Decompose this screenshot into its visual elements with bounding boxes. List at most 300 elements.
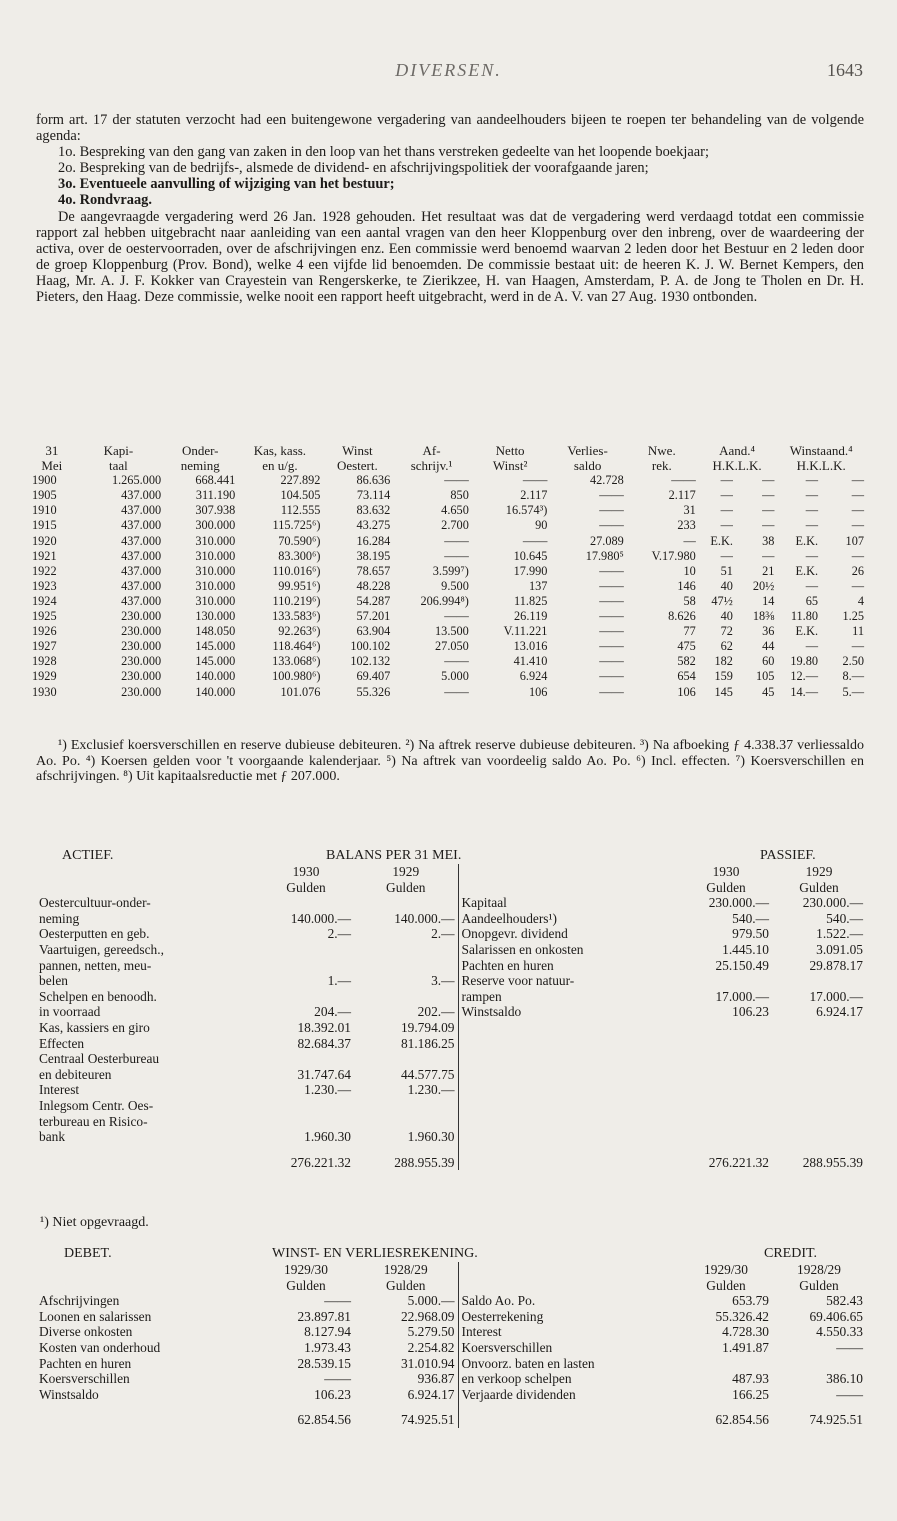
stats-cell: 307.938 (195, 503, 236, 518)
stats-cell: 48.228 (356, 578, 391, 593)
stats-cell: 31 (683, 503, 696, 518)
balans-row (36, 1004, 866, 1020)
stats-cell: 40 (720, 578, 733, 593)
right-value-prior: 582.43 (826, 1293, 863, 1309)
total-spacer (36, 1145, 258, 1171)
balans-totals-row (36, 1145, 866, 1171)
stats-cell: 227.892 (280, 473, 321, 488)
left-item-label: Interest (39, 1082, 80, 1098)
left-value-prior: 3.— (431, 973, 455, 989)
stats-cell: 137 (528, 578, 548, 593)
stats-year-cell: 1923 (32, 578, 57, 593)
stats-cell: 106 (528, 684, 548, 699)
stats-column-header: neming (180, 458, 220, 474)
right-value-current: 1.491.87 (722, 1339, 769, 1355)
stats-cell: — (851, 548, 864, 563)
right-value-current (680, 1114, 772, 1130)
right-value-prior (772, 1020, 866, 1036)
stats-column-header: schrijv.¹ (410, 458, 453, 474)
stats-cell: 230.000 (121, 609, 162, 624)
left-value-current: 18.392.01 (297, 1019, 351, 1035)
right-item-label: Aandeelhouders¹) (458, 911, 680, 927)
right-value-current: 55.326.42 (715, 1308, 769, 1324)
year-label: 1930 (292, 864, 320, 879)
left-value-prior (354, 895, 458, 911)
stats-cell: — (805, 473, 819, 488)
balans-row (36, 942, 866, 958)
stats-cell: 140.000 (195, 684, 236, 699)
balans-row (36, 926, 866, 942)
stats-cell: 83.300⁶) (278, 548, 321, 563)
right-value-prior: 4.550.33 (816, 1324, 863, 1340)
right-item-label: rampen (458, 989, 680, 1005)
right-value-current (680, 1067, 772, 1083)
unit-label: Gulden (286, 1277, 326, 1293)
stats-cell: E.K. (710, 533, 733, 548)
stats-column-header: Onder- (181, 443, 219, 458)
stats-cell: —— (599, 654, 624, 669)
unit-label: Gulden (706, 879, 746, 895)
stats-cell: 51 (720, 563, 733, 578)
stats-cell: 102.132 (350, 654, 391, 669)
agenda-item: 4o. Rondvraag. (58, 192, 152, 209)
left-item-label: Effecten (39, 1035, 85, 1051)
stats-cell: 654 (677, 669, 696, 684)
left-value-prior (354, 1114, 458, 1130)
stats-cell: 11.825 (514, 593, 548, 608)
stats-row (30, 564, 866, 579)
balans-row (36, 1051, 866, 1067)
left-item-label: Koersverschillen (39, 1371, 130, 1387)
stats-cell: 668.441 (195, 473, 236, 488)
stats-cell: 182 (714, 654, 733, 669)
stats-cell: 105 (755, 669, 775, 684)
stats-cell: 148.050 (195, 624, 236, 639)
stats-cell: 140.000 (195, 669, 236, 684)
stats-cell: 77 (683, 624, 696, 639)
stats-cell: 65 (805, 593, 819, 608)
stats-cell: 233 (677, 518, 696, 533)
left-value-prior: 202.— (417, 1004, 455, 1020)
stats-cell: —— (599, 488, 624, 503)
right-item-label: Onopgevr. dividend (458, 926, 680, 942)
stats-cell: 437.000 (121, 503, 162, 518)
stats-cell: 100.980⁶) (272, 669, 321, 684)
left-value-prior: 31.010.94 (400, 1355, 455, 1371)
stats-column-header: rek. (651, 458, 672, 474)
stats-cell: 9.500 (441, 578, 469, 593)
left-value-current: 1.973.43 (304, 1339, 351, 1355)
stats-cell: 230.000 (121, 624, 162, 639)
stats-cell: — (851, 639, 864, 654)
total-value: 62.854.56 (715, 1412, 769, 1428)
agenda-item: 3o. Eventueele aanvulling of wijziging van het bestuur; (58, 176, 395, 193)
stats-year-cell: 1922 (32, 563, 57, 578)
stats-cell: —— (444, 684, 469, 699)
stats-cell: 40 (720, 609, 733, 624)
left-value-prior: 2.— (431, 926, 455, 942)
stats-cell: —— (599, 518, 624, 533)
stats-cell: —— (599, 503, 624, 518)
balans-row (36, 895, 866, 911)
left-item-label: bank (39, 1129, 66, 1145)
stats-cell: 230.000 (121, 654, 162, 669)
stats-cell: — (762, 473, 775, 488)
stats-cell: 206.994⁸) (420, 593, 469, 608)
stats-cell: 437.000 (121, 533, 162, 548)
stats-row (30, 549, 866, 564)
stats-cell: 1.25 (842, 609, 864, 624)
left-item-label: Vaartuigen, gereedsch., (39, 941, 164, 957)
total-spacer (36, 1402, 258, 1428)
wv-title: WINST- EN VERLIESREKENING. (272, 1246, 478, 1261)
stats-cell: 14.— (790, 684, 819, 699)
wv-row (36, 1340, 866, 1356)
stats-cell: 17.990 (513, 563, 548, 578)
balans-row (36, 1067, 866, 1083)
stats-cell: 300.000 (195, 518, 236, 533)
stats-year-cell: 1915 (32, 518, 57, 533)
left-value-current (258, 1051, 354, 1067)
right-value-current (680, 1082, 772, 1098)
stats-cell: 133.068⁶) (272, 654, 321, 669)
stats-cell: 99.951⁶) (278, 578, 321, 593)
right-item-label: Kapitaal (458, 895, 680, 911)
page-number: 1643 (827, 60, 863, 80)
stats-cell: — (851, 473, 864, 488)
stats-cell: —— (522, 533, 548, 548)
stats-cell: —— (599, 639, 624, 654)
stats-row (30, 594, 866, 609)
stats-cell: —— (599, 609, 624, 624)
stats-cell: 57.201 (356, 609, 391, 624)
left-item-label: en debiteuren (39, 1066, 112, 1082)
stats-year-cell: 1927 (32, 639, 57, 654)
right-value-prior (772, 1067, 866, 1083)
stats-cell: 36 (762, 624, 775, 639)
right-value-prior: 69.406.65 (809, 1308, 863, 1324)
stats-cell: 310.000 (195, 578, 236, 593)
left-value-prior: 5.279.50 (407, 1324, 455, 1340)
stats-cell: 8.626 (668, 609, 696, 624)
balans-row (36, 1129, 866, 1145)
stats-cell: —— (599, 593, 624, 608)
stats-cell: — (851, 578, 864, 593)
right-item-label (458, 1098, 680, 1114)
left-item-label: Kas, kassiers en giro (39, 1019, 150, 1035)
wv-row (36, 1293, 866, 1309)
stats-row (30, 534, 866, 549)
stats-cell: 2.117 (668, 488, 696, 503)
left-value-prior: 44.577.75 (400, 1066, 455, 1082)
unit-label: Gulden (799, 1277, 839, 1293)
stats-column-header: en u/g. (262, 458, 298, 474)
left-item-label: terbureau en Risico- (39, 1113, 148, 1129)
stats-cell: 8.— (842, 669, 864, 684)
stats-cell: — (762, 503, 775, 518)
balans-row (36, 1098, 866, 1114)
right-value-current: 4.728.30 (722, 1324, 769, 1340)
stats-cell: — (805, 578, 819, 593)
right-item-label: Salarissen en onkosten (458, 942, 680, 958)
right-item-label: en verkoop schelpen (458, 1371, 680, 1387)
unit-label: Gulden (799, 879, 839, 895)
stats-cell: 230.000 (121, 669, 162, 684)
year-label: 1928/29 (797, 1262, 841, 1277)
right-item-label (458, 1082, 680, 1098)
stats-cell: 230.000 (121, 684, 162, 699)
stats-cell: 4 (857, 593, 864, 608)
left-value-current: 28.539.15 (297, 1355, 351, 1371)
wv-row (36, 1356, 866, 1372)
left-value-prior: 936.87 (417, 1371, 455, 1387)
stats-cell: — (805, 503, 819, 518)
stats-cell: 21 (762, 563, 775, 578)
stats-cell: —— (444, 654, 469, 669)
balans-row (36, 973, 866, 989)
right-value-current (680, 973, 772, 989)
stats-cell: —— (444, 548, 469, 563)
stats-year-cell: 1910 (32, 503, 57, 518)
stats-cell: 90 (535, 518, 548, 533)
left-value-current: 82.684.37 (297, 1035, 351, 1051)
stats-cell: 92.263⁶) (278, 624, 321, 639)
stats-cell: —— (444, 533, 469, 548)
balans-row (36, 911, 866, 927)
left-value-current: 106.23 (314, 1386, 351, 1402)
right-value-prior: 17.000.— (809, 988, 863, 1004)
left-item-label: neming (39, 910, 80, 926)
stats-cell: — (720, 503, 733, 518)
stats-cell: 27.089 (589, 533, 624, 548)
year-label: 1929/30 (704, 1262, 748, 1277)
wv-row (36, 1309, 866, 1325)
right-item-label (458, 1020, 680, 1036)
left-item-label: in voorraad (39, 1004, 101, 1020)
wv-row (36, 1387, 866, 1403)
intro-text (36, 112, 864, 305)
left-value-prior (354, 1051, 458, 1067)
stats-cell: 63.904 (356, 624, 391, 639)
right-value-current (680, 1036, 772, 1052)
stats-cell: 310.000 (195, 593, 236, 608)
stats-cell: 110.219⁶) (272, 593, 321, 608)
right-value-prior: —— (836, 1339, 863, 1355)
stats-column-header: Kas, kass. (253, 443, 307, 458)
stats-cell: 2.50 (842, 654, 864, 669)
total-value: 276.221.32 (290, 1154, 351, 1170)
stats-column-header: Af- (422, 443, 441, 458)
stats-year-cell: 1928 (32, 654, 57, 669)
left-value-current: 1.230.— (304, 1082, 351, 1098)
balans-row (36, 1036, 866, 1052)
stats-column-header: Winst (342, 443, 373, 458)
stats-row (30, 579, 866, 594)
right-value-current (680, 1356, 772, 1372)
unit-label: Gulden (386, 879, 426, 895)
stats-cell: 145.000 (195, 654, 236, 669)
balans-row (36, 1114, 866, 1130)
stats-row (30, 488, 866, 503)
stats-column-header: Netto (495, 443, 525, 458)
right-item-label: Winstsaldo (458, 1004, 680, 1020)
left-item-label: Centraal Oesterbureau (39, 1051, 160, 1067)
total-value: 276.221.32 (708, 1154, 769, 1170)
total-spacer (458, 1145, 680, 1171)
right-value-current (680, 1051, 772, 1067)
left-item-label: Diverse onkosten (39, 1324, 133, 1340)
left-value-current: 31.747.64 (297, 1066, 351, 1082)
left-value-current: 8.127.94 (304, 1324, 351, 1340)
stats-cell: 310.000 (195, 548, 236, 563)
stats-cell: 437.000 (121, 578, 162, 593)
stats-cell: —— (522, 473, 548, 488)
stats-cell: 38.195 (356, 548, 391, 563)
stats-cell: 42.728 (589, 473, 624, 488)
left-value-prior: 22.968.09 (400, 1308, 455, 1324)
left-item-label: belen (39, 973, 68, 989)
stats-cell: 16.574³) (505, 503, 548, 518)
stats-cell: 437.000 (121, 518, 162, 533)
right-value-current: 979.50 (732, 926, 769, 942)
left-item-label: Pachten en huren (39, 1355, 132, 1371)
stats-cell: — (805, 639, 819, 654)
left-value-prior: 2.254.82 (407, 1339, 455, 1355)
right-value-current: 17.000.— (715, 988, 769, 1004)
stats-cell: 115.725⁶) (272, 518, 321, 533)
right-value-prior: 540.— (826, 910, 863, 926)
stats-cell: — (805, 488, 819, 503)
left-item-label: Oestercultuur-onder- (39, 895, 151, 911)
right-value-prior (772, 1114, 866, 1130)
right-item-label (458, 1129, 680, 1145)
year-label: 1929 (392, 864, 420, 879)
stats-column-header: 31 (45, 443, 59, 458)
stats-cell: 475 (677, 639, 696, 654)
wv-row (36, 1324, 866, 1340)
balance-footnote: ¹) Niet opgevraagd. (40, 1215, 149, 1230)
stats-cell: 17.980⁵ (585, 548, 624, 563)
stats-cell: 73.114 (356, 488, 391, 503)
stats-cell: 69.407 (356, 669, 391, 684)
stats-cell: —— (599, 563, 624, 578)
stats-cell: 6.924 (519, 669, 548, 684)
left-value-current: —— (324, 1371, 351, 1387)
stats-cell: —— (671, 473, 696, 488)
stats-cell: 437.000 (121, 488, 162, 503)
left-value-current: 1.960.30 (304, 1129, 351, 1145)
actief-heading: ACTIEF. (62, 848, 114, 863)
stats-cell: V.11.221 (503, 624, 548, 639)
stats-cell: 110.016⁶) (272, 563, 321, 578)
right-value-prior: 3.091.05 (816, 941, 863, 957)
total-value: 74.925.51 (809, 1412, 863, 1428)
right-value-prior (772, 973, 866, 989)
stats-cell: — (762, 518, 775, 533)
stats-cell: E.K. (795, 624, 819, 639)
wv-year-row (36, 1262, 866, 1278)
stats-cell: 13.016 (513, 639, 548, 654)
stats-cell: 47½ (711, 593, 733, 608)
left-item-label: Inlegsom Centr. Oes- (39, 1097, 154, 1113)
right-item-label: Interest (458, 1324, 680, 1340)
left-value-prior (354, 1098, 458, 1114)
right-value-prior (772, 1098, 866, 1114)
stats-cell: 5.000 (441, 669, 469, 684)
stats-year-cell: 1930 (32, 684, 57, 699)
stats-column-header: Mei (41, 458, 63, 474)
year-label: 1928/29 (383, 1262, 428, 1277)
stats-cell: 26 (851, 563, 864, 578)
stats-cell: — (720, 473, 733, 488)
stats-column-header: Oestert. (336, 458, 378, 474)
stats-row (30, 654, 866, 669)
stats-row (30, 518, 866, 533)
stats-cell: 118.464⁶) (272, 639, 321, 654)
stats-cell: V.17.980 (651, 548, 696, 563)
profit-loss-statement (36, 1262, 866, 1428)
right-value-current: 487.93 (732, 1371, 769, 1387)
left-value-prior: 1.960.30 (407, 1129, 455, 1145)
right-item-label: Onvoorz. baten en lasten (458, 1356, 680, 1372)
left-item-label: Oesterputten en geb. (39, 926, 150, 942)
right-value-prior (772, 1082, 866, 1098)
right-value-prior: 386.10 (826, 1371, 863, 1387)
stats-cell: 54.287 (356, 593, 391, 608)
stats-cell: 107 (845, 533, 864, 548)
stats-cell: 146 (677, 578, 696, 593)
stats-cell: —— (444, 473, 469, 488)
stats-row (30, 669, 866, 684)
stats-row (30, 639, 866, 654)
stats-cell: 11 (852, 624, 864, 639)
stats-column-header: Kapi- (103, 443, 134, 458)
stats-cell: 3.599⁷) (432, 563, 469, 578)
right-value-current: 25.150.49 (715, 957, 769, 973)
left-value-current: 23.897.81 (297, 1308, 351, 1324)
balans-title: BALANS PER 31 MEI. (326, 848, 462, 863)
unit-label: Gulden (286, 879, 326, 895)
stats-cell: —— (599, 578, 624, 593)
left-value-current: 1.— (327, 973, 351, 989)
total-value: 288.955.39 (394, 1154, 455, 1170)
right-value-current (680, 1020, 772, 1036)
table-footnotes (36, 738, 864, 785)
stats-cell: 112.555 (280, 503, 321, 518)
intro-paragraph: form art. 17 der statuten verzocht had een buitengewone vergadering van aandeelhouders bijeen te roepen ter behandeling van de volgende agenda: (36, 112, 864, 145)
stats-column-header: Winst² (492, 458, 528, 474)
left-value-prior (354, 958, 458, 974)
right-item-label: Koersverschillen (458, 1340, 680, 1356)
credit-heading: CREDIT. (764, 1246, 818, 1261)
stats-cell: 130.000 (195, 609, 236, 624)
balans-row (36, 989, 866, 1005)
year-label: 1930 (712, 864, 740, 879)
stats-cell: 12.— (790, 669, 819, 684)
right-item-label (458, 1051, 680, 1067)
stats-cell: — (720, 518, 733, 533)
stats-column-header: H.K.L.K. (796, 458, 846, 474)
stats-year-cell: 1921 (32, 548, 57, 563)
stats-cell: 100.102 (350, 639, 391, 654)
balans-row (36, 958, 866, 974)
stats-column-header: saldo (573, 458, 602, 474)
right-value-prior: 1.522.— (816, 926, 863, 942)
stats-column-header: Winstaand.⁴ (789, 443, 853, 458)
stats-cell: 311.190 (195, 488, 236, 503)
stats-cell: —— (599, 669, 624, 684)
stats-column-header: Aand.⁴ (719, 443, 756, 458)
